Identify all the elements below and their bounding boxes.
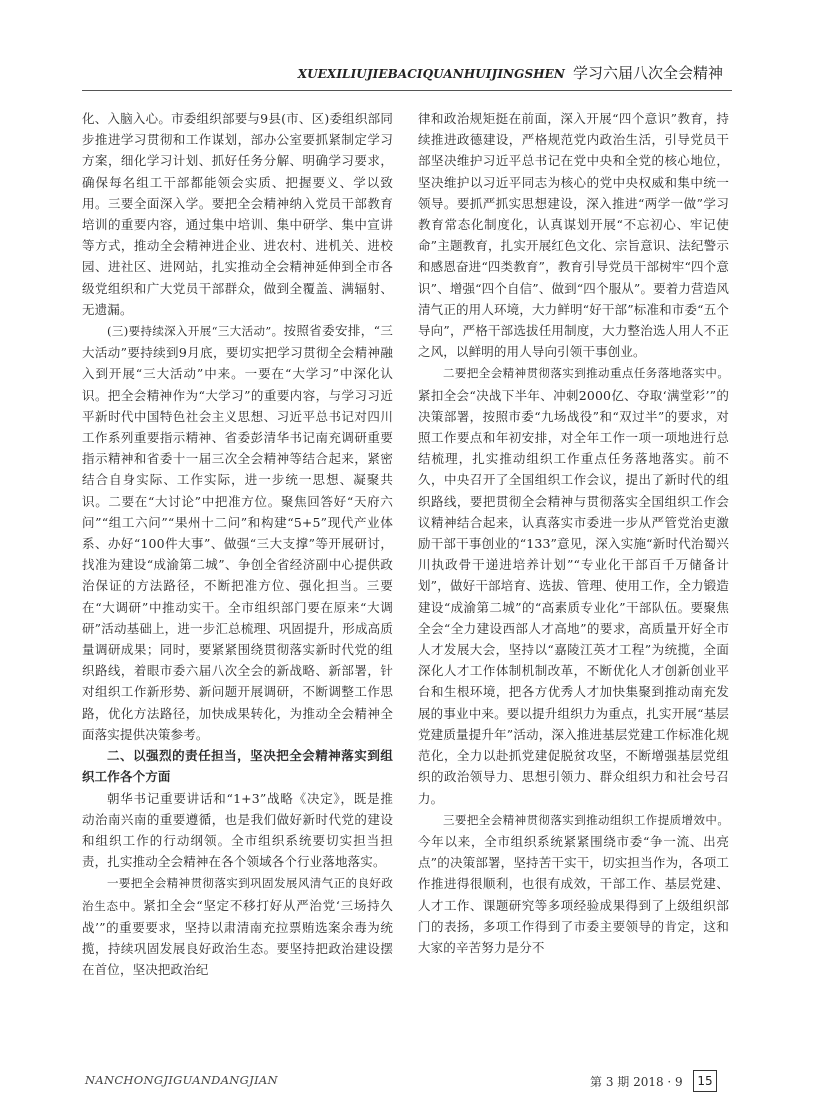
page-footer	[0, 1070, 813, 1096]
paragraph-lead: 三要把全会精神贯彻落实到推动组织工作提质增效中。	[443, 812, 729, 827]
footer-pinyin: NANCHONGJIGUANDANGJIAN	[85, 1073, 278, 1087]
header-rule	[82, 90, 732, 91]
right-column	[418, 108, 729, 958]
paragraph-text: 紧扣全会“决战下半年、冲刺2000亿、夺取‘满堂彩’”的决策部署，按照市委“九场战役”和“双过半”的要求，对照工作要点和年初安排，对全年工作一项一项地进行总结梳理，扎实推动组织工作重点任务落地落实。前不久，中央召开了全国组织工作会议，提出了新时代的组织路线，要把贯彻全会精神与贯彻落实全国组织工作会议精神结合起来，认真落实市委进一步从严管党治吏激励干部干事创业的“133”意见，深入实施“新时代治蜀兴川执政骨干递进培养计划”“专业化干部百千万储备计划”，做好干部培育、选拔、管理、使用工作，全力锻造建设“成渝第二城”的“高素质专业化”干部队伍。要聚焦全会“全力建设西部人才高地”的要求，高质量开好全市人才发展大会，坚持以“嘉陵江英才工程”为统揽，全面深化人才工作体制机制改革，不断优化人才创新创业平台和生根环境，把各方优秀人才加快集聚到推动南充发展的事业中来。要以提升组织力为重点，扎实开展“基层党建质量提升年”活动，深入推进基层党建工作标准化规范化，全力以赴抓党建促脱贫攻坚，不断增强基层党组织的政治领导力、思想引领力、群众组织力和社会号召力。	[418, 387, 729, 806]
running-header	[0, 62, 813, 92]
paragraph	[418, 362, 729, 808]
paragraph-lead: (三)要持续深入开展“三大活动”。	[107, 324, 284, 339]
paragraph-text: 按照省委安排，“三大活动”要持续到9月底，要切实把学习贯彻全会精神融入到开展“三大活动”中来。一要在“大学习”中深化认识。把全会精神作为“大学习”的重要内容，与学习习近平新时代中国特色社会主义思想、习近平总书记对四川工作系列重要指示精神、省委彭清华书记南充调研重要指示精神和省委十一届三次全会精神等结合起来，紧密结合自身实际、工作实际，进一步统一思想、凝聚共识。二要在“大讨论”中把准方位。聚焦回答好“天府六问”“组工六问”“果州十二问”和构建“5+5”现代产业体系、办好“100件大事”、做强“三大支撑”等开展研讨，找准为建设“成渝第二城”、争创全省经济副中心提供政治保证的方法路径，不断把准方位、强化担当。三要在“大调研”中推动实干。全市组织部门要在原来“大调研”活动基础上，进一步汇总梳理、巩固提升，形成高质量调研成果；同时，要紧紧围绕贯彻落实新时代党的组织路线，着眼市委六届八次全会的新战略、新部署，针对组织工作新形势、新问题开展调研，不断调整工作思路，优化方法路径，加快成果转化，为推动全会精神全面落实提供决策参考。	[82, 323, 393, 742]
header-title: 学习六届八次全会精神	[572, 64, 723, 82]
left-column	[82, 108, 393, 980]
paragraph-text: 紧扣全会“坚定不移打好从严治党‘三场持久战’”的重要要求，坚持以肃清南充拉票贿选案余毒为统揽，持续巩固发展良好政治生态。要坚持把政治建设摆在首位，坚决把政治纪	[82, 897, 393, 978]
header-pinyin: XUEXILIUJIEBACIQUANHUIJINGSHEN	[297, 67, 565, 81]
paragraph	[418, 809, 729, 958]
footer-issue: 第 3 期 2018 · 9	[590, 1075, 683, 1089]
page-number: 15	[693, 1070, 717, 1092]
paragraph	[82, 320, 393, 745]
paragraph-text: 今年以来，全市组织系统紧紧围绕市委“争一流、出亮点”的决策部署，坚持苦干实干，切实担当作为，各项工作推进得很顺利，也很有成效，干部工作、基层党建、人才工作、课题研究等多项经验成果得到了上级组织部门的表扬，多项工作得到了市委主要领导的肯定，这和大家的辛苦努力是分不	[418, 833, 729, 955]
header-title-group	[298, 62, 723, 83]
paragraph: 律和政治规矩挺在前面，深入开展“四个意识”教育，持续推进政德建设，严格规范党内政治生活，引导党员干部坚决维护习近平总书记在党中央和全党的核心地位，坚决维护以习近平同志为核心的党中央权威和集中统一领导。要抓严抓实思想建设，深入推进“两学一做”学习教育常态化制度化，认真谋划开展“不忘初心、牢记使命”主题教育，扎实开展红色文化、宗旨意识、法纪警示和感恩奋进“四类教育”，教育引导党员干部树牢“四个意识”、增强“四个自信”、做到“四个服从”。要着力营造风清气正的用人环境，大力鲜明“好干部”标准和市委“五个导向”，严格干部选拔任用制度，大力整治选人用人不正之风，以鲜明的用人导向引领干事创业。	[418, 111, 730, 360]
paragraph: 朝华书记重要讲话和“1+3”战略《决定》，既是推动治南兴南的重要遵循，也是我们做好新时代党的建设和组织工作的行动纲领。全市组织系统要切实担当担责，扎实推动全会精神在各个领域各个行业落地落实。	[82, 790, 393, 870]
paragraph: 化、入脑入心。市委组织部要与9县(市、区)委组织部同步推进学习贯彻和工作谋划，部办公室要抓紧制定学习方案，细化学习计划、抓好任务分解、明确学习要求，确保每名组工干部都能领会实质、把握要义、学以致用。三要全面深入学。要把全会精神纳入党员干部教育培训的重要内容，通过集中培训、集中研学、集中宣讲等方式，推动全会精神进企业、进农村、进机关、进校园、进社区、进网站，扎实推动全会精神延伸到全市各级党组织和广大党员干部群众，做到全覆盖、满辐射、无遗漏。	[82, 111, 393, 317]
paragraph-lead: 二要把全会精神贯彻落实到推动重点任务落地落实中。	[443, 366, 729, 381]
paragraph	[82, 872, 393, 980]
section-heading: 二、以强烈的责任担当，坚决把全会精神落实到组织工作各个方面	[82, 748, 393, 785]
paragraph-lead: 一要把全会精神贯彻落实到巩固发展风清气正的良好政治生态中。	[82, 876, 393, 913]
